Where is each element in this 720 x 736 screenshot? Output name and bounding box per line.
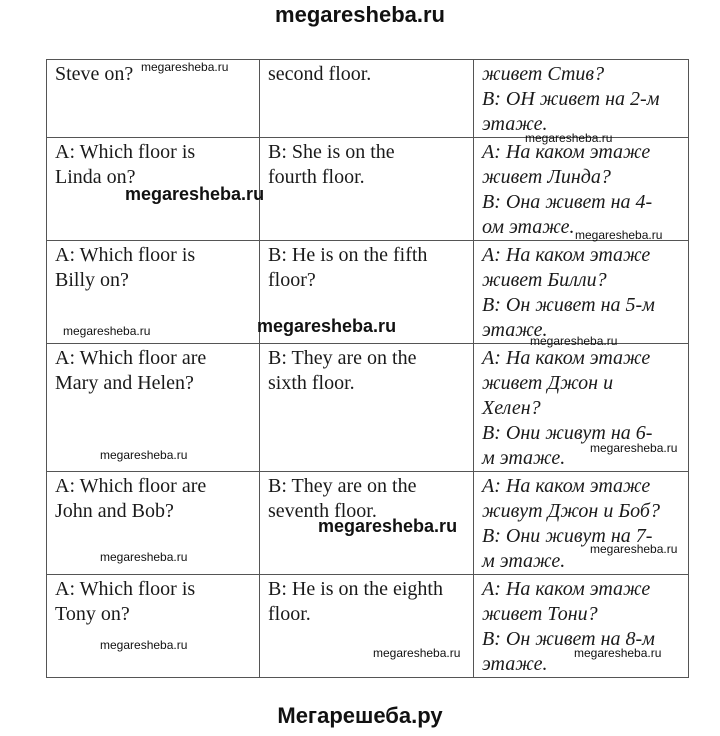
- translation-line: живет Линда?: [482, 166, 611, 188]
- translation-cell: [474, 472, 689, 575]
- translation-line: А: На каком этаже: [482, 347, 651, 369]
- question-line: John and Bob?: [55, 500, 174, 522]
- translation-line: В: Они живут на 6-: [482, 422, 653, 444]
- watermark: megaresheba.ru: [257, 316, 397, 336]
- watermark: megaresheba.ru: [100, 448, 188, 462]
- answer-line: fourth floor.: [268, 166, 365, 188]
- question-line: A: Which floor are: [55, 475, 207, 497]
- watermark: megaresheba.ru: [525, 131, 613, 145]
- translation-line: B: ОН живет на 2-м: [482, 88, 660, 110]
- watermark: megaresheba.ru: [141, 60, 229, 74]
- question-line: A: Which floor is: [55, 141, 196, 163]
- exercise-table: [46, 59, 689, 678]
- answer-line: B: She is on the: [268, 141, 395, 163]
- question-cell: [47, 575, 260, 678]
- watermark: megaresheba.ru: [575, 228, 663, 242]
- translation-line: этаже.: [482, 113, 548, 135]
- answer-cell: [260, 575, 474, 678]
- answer-line: B: He is on the fifth: [268, 244, 428, 266]
- translation-line: А: На каком этаже: [482, 475, 651, 497]
- watermark: megaresheba.ru: [100, 550, 188, 564]
- watermark: megaresheba.ru: [574, 646, 662, 660]
- watermark: megaresheba.ru: [125, 184, 265, 204]
- question-line: Billy on?: [55, 269, 129, 291]
- answer-line: B: They are on the: [268, 347, 417, 369]
- answer-line: floor.: [268, 603, 311, 625]
- answer-line: second floor.: [268, 63, 372, 85]
- translation-line: м этаже.: [482, 447, 566, 469]
- translation-line: живет Билли?: [482, 269, 607, 291]
- translation-line: живет Стив?: [482, 63, 605, 85]
- watermark: megaresheba.ru: [530, 334, 618, 348]
- watermark: megaresheba.ru: [63, 324, 151, 338]
- translation-line: ом этаже.: [482, 216, 575, 238]
- answer-line: B: They are on the: [268, 475, 417, 497]
- answer-line: B: He is on the eighth: [268, 578, 443, 600]
- question-line: A: Which floor is: [55, 244, 196, 266]
- translation-line: этаже.: [482, 653, 548, 675]
- translation-line: А: На каком этаже: [482, 244, 651, 266]
- translation-line: м этаже.: [482, 550, 566, 572]
- translation-line: живут Джон и Боб?: [482, 500, 660, 522]
- question-line: Linda on?: [55, 166, 136, 188]
- watermark: megaresheba.ru: [318, 516, 458, 536]
- answer-cell: [260, 344, 474, 472]
- translation-line: В: Он живет на 8-м: [482, 628, 655, 650]
- translation-cell: [474, 575, 689, 678]
- answer-cell: [260, 138, 474, 241]
- question-line: Steve on?: [55, 63, 134, 85]
- question-line: A: Which floor is: [55, 578, 196, 600]
- translation-line: Хелен?: [482, 397, 541, 419]
- translation-line: В: Они живут на 7-: [482, 525, 653, 547]
- watermark: megaresheba.ru: [590, 441, 678, 455]
- translation-line: живет Джон и: [482, 372, 614, 394]
- translation-line: В: Он живет на 5-м: [482, 294, 655, 316]
- site-footer: Мегарешеба.ру: [277, 703, 443, 728]
- translation-cell: [474, 138, 689, 241]
- question-line: Mary and Helen?: [55, 372, 194, 394]
- translation-line: этаже.: [482, 319, 548, 341]
- table-row: [47, 575, 689, 678]
- watermark: megaresheba.ru: [590, 542, 678, 556]
- watermark: megaresheba.ru: [100, 638, 188, 652]
- site-header: megaresheba.ru: [275, 2, 445, 27]
- answer-line: sixth floor.: [268, 372, 355, 394]
- translation-line: А: На каком этаже: [482, 578, 651, 600]
- translation-line: А: На каком этаже: [482, 141, 651, 163]
- question-line: A: Which floor are: [55, 347, 207, 369]
- answer-line: floor?: [268, 269, 316, 291]
- translation-cell: [474, 241, 689, 344]
- translation-line: В: Она живет на 4-: [482, 191, 653, 213]
- translation-cell: [474, 60, 689, 138]
- answer-cell: [260, 60, 474, 138]
- answer-line: seventh floor.: [268, 500, 377, 522]
- question-line: Tony on?: [55, 603, 130, 625]
- watermark: megaresheba.ru: [373, 646, 461, 660]
- translation-line: живет Тони?: [482, 603, 598, 625]
